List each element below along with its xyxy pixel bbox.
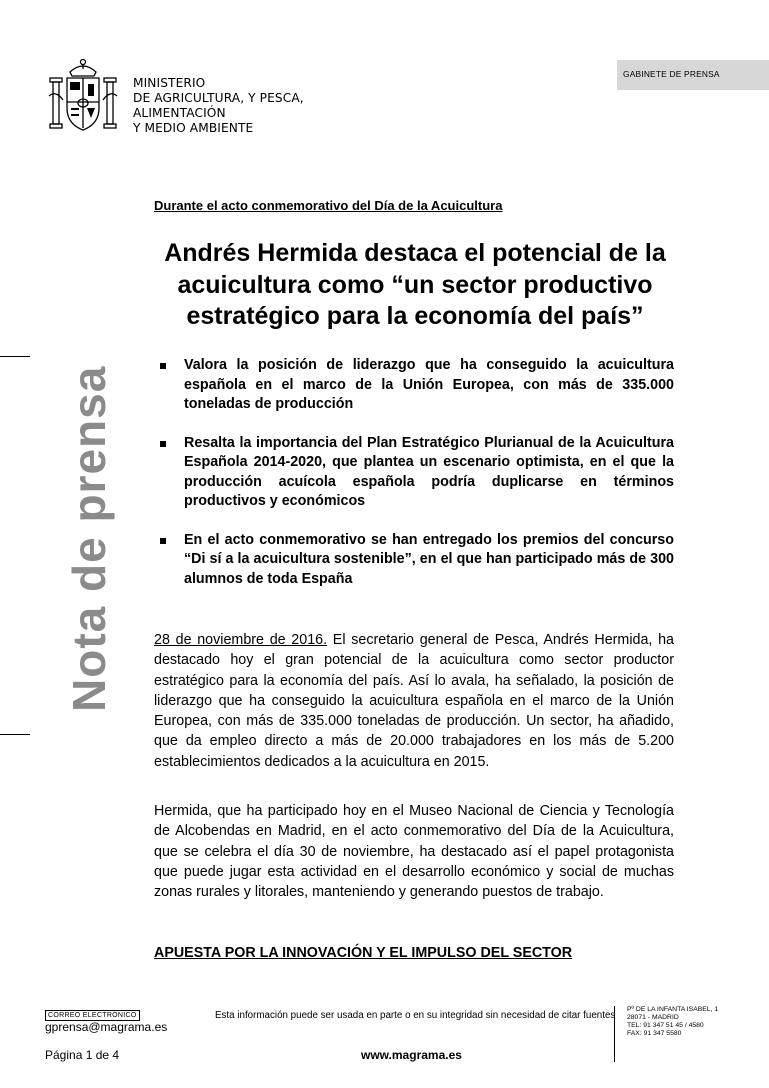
ministry-line: MINISTERIO xyxy=(133,76,206,90)
website-link[interactable]: www.magrama.es xyxy=(361,1048,462,1062)
headline: Andrés Hermida destaca el potencial de la acuicultura como “un sector productivo estratégico para la economía del país” xyxy=(164,239,666,330)
press-release-side-label: Nota de prensa xyxy=(63,365,115,712)
address-line: TEL: 91 347 51 45 / 4580 xyxy=(627,1022,704,1029)
bullet-square-icon xyxy=(160,441,166,447)
coat-of-arms-icon xyxy=(46,56,120,134)
ministry-line: DE AGRICULTURA, Y PESCA, xyxy=(133,91,304,105)
address-line: Pº DE LA INFANTA ISABEL, 1 xyxy=(627,1006,719,1013)
address-line: 28071 - MADRID xyxy=(627,1014,679,1021)
ministry-line: Y MEDIO AMBIENTE xyxy=(133,121,254,135)
body-paragraph-1 xyxy=(154,630,674,772)
bullet-text: Valora la posición de liderazgo que ha conseguido la acuicultura española en el marco de la Unión Europea, con más de 335.000 toneladas de producción xyxy=(184,357,674,412)
side-rule-bottom xyxy=(0,734,30,735)
section-subhead: APUESTA POR LA INNOVACIÓN Y EL IMPULSO DEL SECTOR xyxy=(154,945,573,961)
body-paragraph-2: Hermida, que ha participado hoy en el Museo Nacional de Ciencia y Tecnología de Alcobendas en Madrid, en el acto conmemorativo del Día de la Acuicultura, que se celebra el día 30 de noviembre, ha destacado así el papel protagonista que puede jugar esta actividad en el desarrollo económico y social de muchas zonas rurales y litorales, manteniendo y generando puestos de trabajo. xyxy=(154,803,674,901)
address-line: FAX: 91 347 5580 xyxy=(627,1030,682,1037)
bullet-square-icon xyxy=(160,363,166,369)
email-link[interactable]: gprensa@magrama.es xyxy=(45,1020,168,1034)
ministry-line: ALIMENTACIÓN xyxy=(133,106,226,120)
ministry-name xyxy=(133,76,304,136)
bullet-square-icon xyxy=(160,538,166,544)
press-office-label: GABINETE DE PRENSA xyxy=(617,60,769,90)
footer-disclaimer: Esta información puede ser usada en parte o en su integridad sin necesidad de citar fuentes xyxy=(215,1010,616,1021)
paragraph-text: El secretario general de Pesca, Andrés Hermida, ha destacado hoy el gran potencial de la acuicultura como sector productor estratégico para la economía del país. Así lo avala, ha señalado, la posición de liderazgo que ha conseguido la acuicultura española en el marco de la Unión Europea, con más de 335.000 toneladas de producción. Un sector, ha añadido, que da empleo directo a más de 20.000 trabajadores en los más de 5.200 establecimientos dedicados a la acuicultura en 2015. xyxy=(154,632,674,770)
dateline: 28 de noviembre de 2016. xyxy=(154,632,328,648)
page-number: Página 1 de 4 xyxy=(45,1048,120,1062)
summary-bullet xyxy=(160,531,674,590)
summary-bullets xyxy=(160,356,674,608)
email-label: CORREO ELECTRÓNICO xyxy=(45,1010,140,1021)
side-rule-top xyxy=(0,356,30,357)
summary-bullet xyxy=(160,356,674,415)
footer-address xyxy=(614,1006,718,1062)
kicker: Durante el acto conmemorativo del Día de la Acuicultura xyxy=(154,198,503,213)
bullet-text: Resalta la importancia del Plan Estratégico Plurianual de la Acuicultura Española 2014-2020, que plantea un escenario optimista, en el que la producción acuícola española podría duplicarse en términos productivos y económicos xyxy=(184,434,674,509)
bullet-text: En el acto conmemorativo se han entregado los premios del concurso “Di sí a la acuicultura sostenible”, en el que han participado más de 300 alumnos de toda España xyxy=(184,531,674,587)
summary-bullet xyxy=(160,434,674,512)
